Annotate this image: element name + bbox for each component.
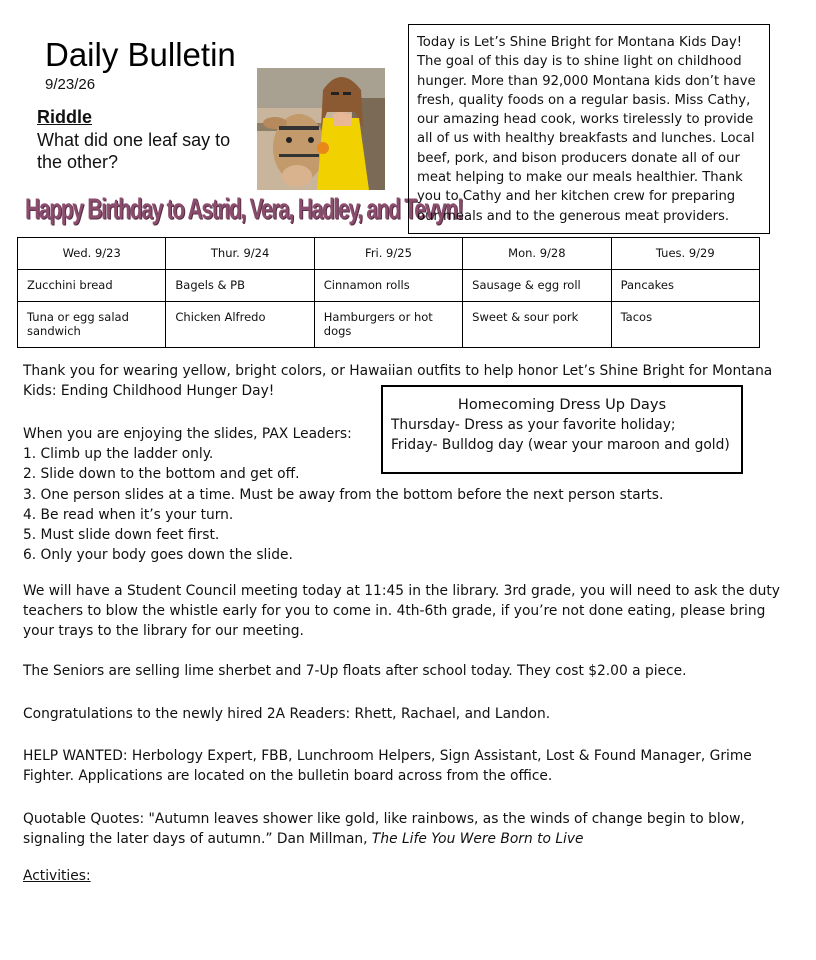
menu-day: Thur. 9/24 bbox=[166, 238, 314, 270]
riddle-question: What did one leaf say to the other? bbox=[37, 130, 231, 172]
homecoming-line: Thursday- Dress as your favorite holiday; bbox=[391, 417, 676, 433]
seniors-paragraph: The Seniors are selling lime sherbet and 7-Up floats after school today. They cost $2.00 a piece. bbox=[23, 663, 687, 679]
menu-cell: Tuna or egg salad sandwich bbox=[18, 302, 166, 348]
slide-rule: 6. Only your body goes down the slide. bbox=[23, 547, 293, 564]
menu-day: Tues. 9/29 bbox=[611, 238, 759, 270]
slide-rules-intro: When you are enjoying the slides, PAX Leaders: bbox=[23, 426, 352, 442]
student-council-paragraph: We will have a Student Council meeting today at 11:45 in the library. 3rd grade, you will need to ask the duty teachers to blow the whistle early for you to come in. 4th-6th grade, if you’re not done eating, please bring your trays to the library for our meeting. bbox=[23, 583, 780, 640]
birthday-banner: Happy Birthday to Astrid, Vera, Hadley, and Tevyn! bbox=[25, 194, 463, 226]
activities-heading: Activities: bbox=[23, 868, 91, 884]
slide-rule: 5. Must slide down feet first. bbox=[23, 527, 220, 544]
cook-cow-photo bbox=[257, 68, 385, 190]
bulletin-date: 9/23/26 bbox=[45, 76, 96, 93]
slide-rule: 3. One person slides at a time. Must be away from the bottom before the next person starts. bbox=[23, 486, 664, 503]
menu-cell: Sausage & egg roll bbox=[463, 270, 611, 302]
quote-book-title: The Life You Were Born to Live bbox=[371, 831, 584, 848]
menu-cell: Pancakes bbox=[611, 270, 759, 302]
homecoming-line: Friday- Bulldog day (wear your maroon and gold) bbox=[391, 437, 730, 453]
quote-text: Quotable Quotes: "Autumn leaves shower like gold, like rainbows, as the winds of change begin to blow, signaling the later days of autumn.” Dan Millman, bbox=[23, 811, 745, 848]
help-wanted-paragraph: HELP WANTED: Herbology Expert, FBB, Lunchroom Helpers, Sign Assistant, Lost & Found Manager, Grime Fighter. Applications are located on the bulletin board across from the office. bbox=[23, 748, 752, 785]
menu-day-row bbox=[18, 238, 760, 270]
riddle-heading: Riddle bbox=[37, 107, 93, 127]
shine-bright-box: Today is Let’s Shine Bright for Montana Kids Day! The goal of this day is to shine light on childhood hunger. More than 92,000 Montana kids don’t have fresh, quality foods on a regular basis. Miss Cathy, our amazing head cook, works tirelessly to provide all of us with healthy breakfasts and lunches. Local beef, pork, and bison producers donate all of our meat helping to make our meals healthier. Thank you to Cathy and her kitchen crew for preparing our meals and to the generous meat providers. bbox=[408, 24, 770, 234]
congrats-paragraph: Congratulations to the newly hired 2A Readers: Rhett, Rachael, and Landon. bbox=[23, 706, 551, 722]
menu-cell: Tacos bbox=[611, 302, 759, 348]
menu-cell: Bagels & PB bbox=[166, 270, 314, 302]
menu-lunch-row bbox=[18, 302, 760, 348]
menu-day: Fri. 9/25 bbox=[314, 238, 462, 270]
slide-rule: 4. Be read when it’s your turn. bbox=[23, 506, 234, 523]
lunch-menu-table bbox=[17, 237, 760, 348]
menu-cell: Cinnamon rolls bbox=[314, 270, 462, 302]
homecoming-title: Homecoming Dress Up Days bbox=[457, 396, 667, 413]
bulletin-title: Daily Bulletin bbox=[45, 36, 236, 73]
thank-you-paragraph: Thank you for wearing yellow, bright colors, or Hawaiian outfits to help honor Let’s Shine Bright for Montana Kids: Ending Childhood Hunger Day! bbox=[23, 363, 773, 400]
menu-cell: Hamburgers or hot dogs bbox=[314, 302, 462, 348]
menu-day: Mon. 9/28 bbox=[463, 238, 611, 270]
menu-day: Wed. 9/23 bbox=[18, 238, 166, 270]
menu-cell: Sweet & sour pork bbox=[463, 302, 611, 348]
quote-paragraph bbox=[23, 809, 783, 849]
homecoming-box bbox=[381, 385, 743, 474]
slide-rule: 1. Climb up the ladder only. bbox=[23, 446, 214, 463]
menu-cell: Zucchini bread bbox=[18, 270, 166, 302]
slide-rule: 2. Slide down to the bottom and get off. bbox=[23, 466, 300, 483]
menu-cell: Chicken Alfredo bbox=[166, 302, 314, 348]
menu-breakfast-row bbox=[18, 270, 760, 302]
photo-cook-with-cow bbox=[257, 68, 385, 190]
